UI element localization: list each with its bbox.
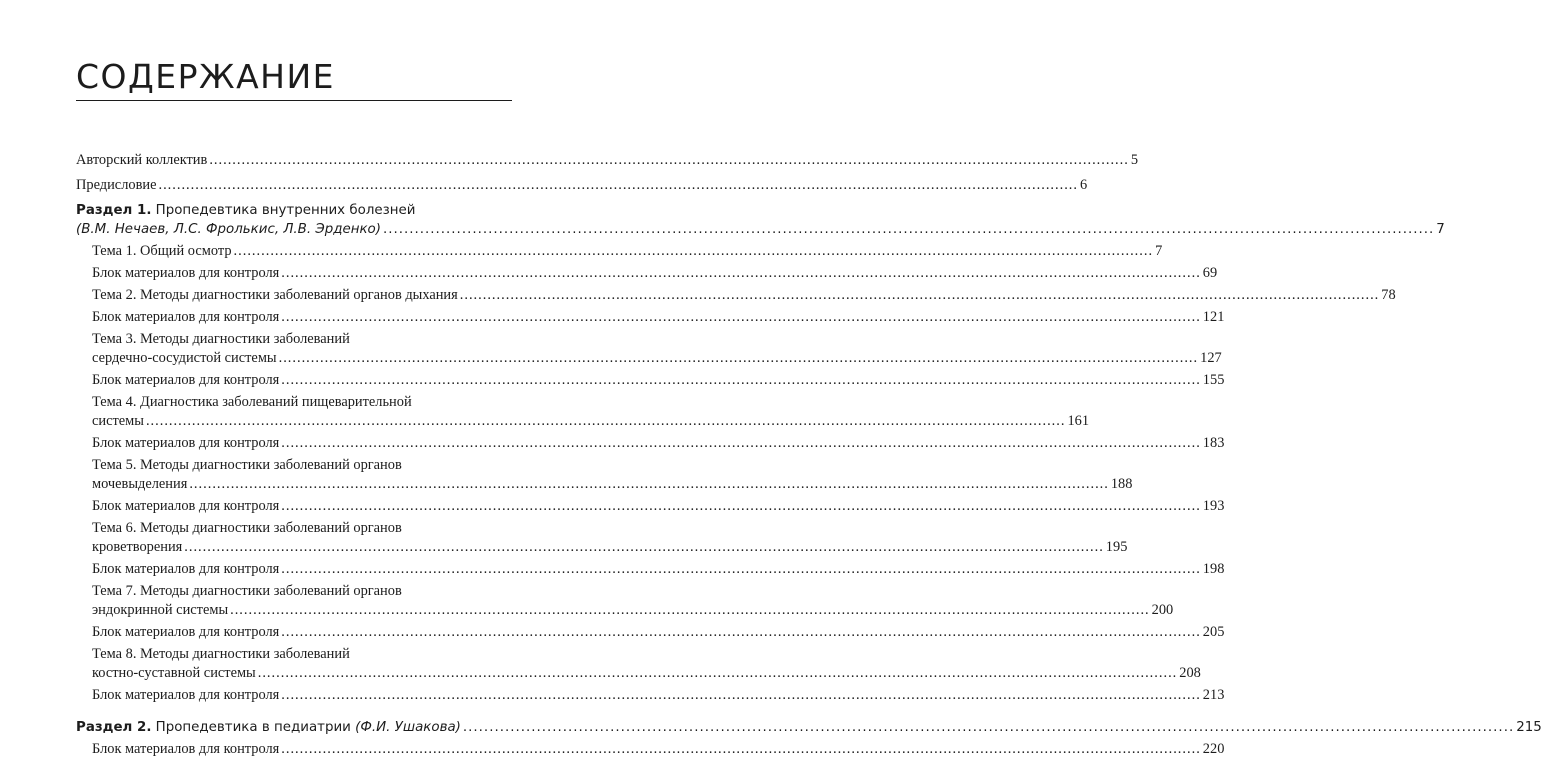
toc-page-number: 161 (1067, 413, 1090, 429)
toc-entry-label: Тема 1. Общий осмотр (92, 243, 232, 259)
toc-entry-topic-7[interactable] (92, 582, 1174, 620)
toc-entry-block-9[interactable] (92, 740, 1225, 759)
toc-entry-label-cont: мочевыделения (92, 476, 188, 492)
section-editors: (Ф.И. Ушакова) (355, 720, 461, 735)
toc-page-number: 121 (1202, 309, 1225, 325)
toc-entry-label: Авторский коллектив (76, 152, 208, 168)
dot-leader (230, 601, 1150, 620)
toc-page-number: 220 (1202, 741, 1225, 757)
dot-leader (281, 740, 1201, 759)
toc-page-number: 78 (1381, 287, 1396, 303)
toc-page-number: 127 (1200, 350, 1222, 366)
toc-entry-label-cont: кроветворения (92, 539, 183, 555)
toc-page-number: 6 (1080, 177, 1088, 193)
toc-entry-label: Блок материалов для контроля (92, 741, 280, 757)
toc-entry-block-7[interactable] (92, 623, 1225, 642)
dot-leader (281, 264, 1201, 283)
section-title: Пропедевтика в педиатрии (151, 720, 356, 735)
toc-page-number: 215 (1516, 720, 1542, 735)
toc-entry-label: Блок материалов для контроля (92, 498, 280, 514)
table-of-contents (76, 151, 1542, 759)
toc-entry-label: Тема 7. Методы диагностики заболеваний органов (92, 583, 402, 599)
toc-entry-block-1[interactable] (92, 264, 1218, 283)
toc-entry-block-8[interactable] (92, 686, 1225, 705)
dot-leader (189, 475, 1109, 494)
dot-leader (281, 623, 1201, 642)
dot-leader (158, 176, 1078, 195)
toc-entry-label: Тема 6. Методы диагностики заболеваний органов (92, 520, 402, 536)
toc-entry-label: Предисловие (76, 177, 157, 193)
toc-entry-label: Тема 8. Методы диагностики заболеваний (92, 646, 350, 662)
dot-leader (234, 242, 1154, 261)
toc-page-number: 198 (1202, 561, 1225, 577)
toc-entry-label: Блок материалов для контроля (92, 372, 280, 388)
toc-page-number: 155 (1202, 372, 1225, 388)
toc-page-number: 183 (1202, 435, 1225, 451)
toc-entry-topic-1[interactable] (92, 242, 1163, 261)
toc-page-number: 69 (1202, 265, 1218, 281)
section-number: Раздел 2. (76, 720, 152, 735)
toc-entry-label: Блок материалов для контроля (92, 309, 280, 325)
dot-leader (209, 151, 1129, 170)
dot-leader (281, 434, 1201, 453)
toc-entry-label: Тема 2. Методы диагностики заболеваний органов дыхания (92, 287, 458, 303)
toc-entry-label: Блок материалов для контроля (92, 624, 280, 640)
toc-page-number: 193 (1202, 498, 1225, 514)
toc-page-number: 208 (1179, 665, 1201, 681)
title-underline (76, 100, 512, 101)
dot-leader (463, 718, 1514, 737)
toc-entry-topic-5[interactable] (92, 456, 1133, 494)
section-title: Пропедевтика внутренних болезней (151, 203, 416, 218)
toc-entry-label-cont: системы (92, 413, 144, 429)
toc-section-1[interactable] (76, 201, 1445, 239)
dot-leader (281, 308, 1201, 327)
toc-page-number: 213 (1202, 687, 1225, 703)
toc-entry-block-3[interactable] (92, 371, 1225, 390)
toc-entry-topic-6[interactable] (92, 519, 1128, 557)
toc-entry-topic-8[interactable] (92, 645, 1201, 683)
toc-entry-authors[interactable] (76, 151, 1139, 170)
dot-leader (146, 412, 1066, 431)
page-title: СОДЕРЖАНИЕ (76, 57, 336, 96)
dot-leader (258, 664, 1178, 683)
toc-entry-block-6[interactable] (92, 560, 1225, 579)
toc-entry-label-cont: сердечно-сосудистой системы (92, 350, 277, 366)
toc-entry-label: Блок материалов для контроля (92, 561, 280, 577)
toc-page-number: 5 (1130, 152, 1139, 168)
toc-page-number: 195 (1105, 539, 1128, 555)
dot-leader (281, 371, 1201, 390)
toc-entry-label: Блок материалов для контроля (92, 435, 280, 451)
toc-entry-topic-4[interactable] (92, 393, 1090, 431)
toc-entry-label: Тема 3. Методы диагностики заболеваний (92, 331, 350, 347)
dot-leader (281, 686, 1201, 705)
toc-page-number: 7 (1436, 222, 1445, 237)
toc-entry-block-5[interactable] (92, 497, 1225, 516)
toc-entry-label: Тема 4. Диагностика заболеваний пищеварительной (92, 394, 412, 410)
toc-page-number: 200 (1151, 602, 1174, 618)
toc-entry-block-2[interactable] (92, 308, 1225, 327)
toc-page-number: 205 (1202, 624, 1225, 640)
toc-page-number: 7 (1155, 243, 1163, 259)
dot-leader (383, 220, 1434, 239)
toc-page-number: 188 (1110, 476, 1133, 492)
section-number: Раздел 1. (76, 203, 152, 218)
toc-entry-label: Тема 5. Методы диагностики заболеваний органов (92, 457, 402, 473)
toc-entry-topic-3[interactable] (92, 330, 1222, 368)
toc-entry-label-cont: эндокринной системы (92, 602, 229, 618)
toc-entry-block-4[interactable] (92, 434, 1225, 453)
toc-entry-label-cont: костно-суставной системы (92, 665, 256, 681)
toc-entry-label: Блок материалов для контроля (92, 687, 280, 703)
dot-leader (281, 497, 1201, 516)
dot-leader (460, 286, 1380, 305)
toc-entry-label: Блок материалов для контроля (92, 265, 280, 281)
dot-leader (184, 538, 1104, 557)
dot-leader (281, 560, 1201, 579)
section-editors: (В.М. Нечаев, Л.С. Фролькис, Л.В. Эрденко) (76, 222, 381, 237)
toc-section-2[interactable] (76, 718, 1542, 737)
toc-entry-preface[interactable] (76, 176, 1088, 195)
dot-leader (279, 349, 1199, 368)
toc-entry-topic-2[interactable] (92, 286, 1396, 305)
